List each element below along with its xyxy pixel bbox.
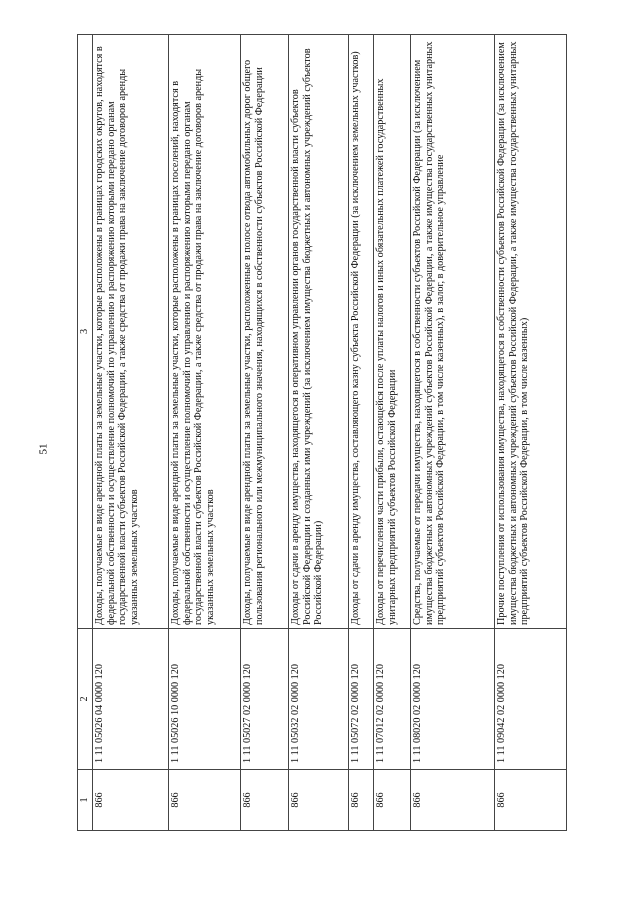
table-row bbox=[349, 35, 374, 831]
table-row bbox=[374, 35, 411, 831]
revenue-code: 1 11 05032 02 0000 120 bbox=[289, 629, 349, 770]
table-header-row bbox=[78, 35, 93, 831]
header-col-2: 2 bbox=[78, 629, 93, 770]
header-col-1: 1 bbox=[78, 770, 93, 831]
revenue-code: 1 11 07012 02 0000 120 bbox=[374, 629, 411, 770]
table-row bbox=[495, 35, 567, 831]
revenue-code: 1 11 05026 04 0000 120 bbox=[93, 629, 169, 770]
table-row bbox=[93, 35, 169, 831]
revenue-code: 1 11 05027 02 0000 120 bbox=[241, 629, 289, 770]
page-number: 51 bbox=[37, 443, 50, 455]
revenue-description: Доходы от сдачи в аренду имущества, составляющего казну субъекта Российской Федерации (за исключением земельных участков) bbox=[349, 35, 374, 629]
table-row bbox=[411, 35, 495, 831]
admin-code: 866 bbox=[349, 770, 374, 831]
revenue-description: Доходы, получаемые в виде арендной платы за земельные участки, расположенные в полосе отвода автомобильных дорог общего пользования регионального или межмуниципального значения, находящихся в собственности субъектов Российской Федерации bbox=[241, 35, 289, 629]
table-row bbox=[169, 35, 241, 831]
revenue-code: 1 11 08020 02 0000 120 bbox=[411, 629, 495, 770]
revenue-description: Прочие поступления от использования имущества, находящегося в собственности субъектов Российской Федерации (за исключением имущества бюджетных и автономных учреждений субъектов Российской Федерации, а также имущества государственных унитарных предприятий субъектов Российской Федерации, в том числе казенных) bbox=[495, 35, 567, 629]
revenue-description: Доходы, получаемые в виде арендной платы за земельные участки, которые расположены в границах поселений, находятся в федеральной собственности и осуществление полномочий по управлению и распоряжению которыми передано органам государственной власти субъектов Российской Федерации, а также средства от продажи права на заключение договоров аренды указанных земельных участков bbox=[169, 35, 241, 629]
admin-code: 866 bbox=[93, 770, 169, 831]
revenue-description: Средства, получаемые от передачи имущества, находящегося в собственности субъектов Российской Федерации (за исключением имущества бюджетных и автономных учреждений субъектов Российской Федерации, а также имущества государственных унитарных предприятий субъектов Российской Федерации, в том числе казенных), в залог, в доверительное управление bbox=[411, 35, 495, 629]
admin-code: 866 bbox=[374, 770, 411, 831]
header-col-3: 3 bbox=[78, 35, 93, 629]
revenue-code: 1 11 05026 10 0000 120 bbox=[169, 629, 241, 770]
revenue-code: 1 11 09042 02 0000 120 bbox=[495, 629, 567, 770]
admin-code: 866 bbox=[169, 770, 241, 831]
revenue-description: Доходы от перечисления части прибыли, остающейся после уплаты налогов и иных обязательных платежей государственных унитарных предприятий субъектов Российской Федерации bbox=[374, 35, 411, 629]
admin-code: 866 bbox=[241, 770, 289, 831]
revenue-codes-table bbox=[77, 34, 567, 831]
revenue-code: 1 11 05072 02 0000 120 bbox=[349, 629, 374, 770]
table-rotated-container bbox=[77, 35, 565, 831]
admin-code: 866 bbox=[495, 770, 567, 831]
table-row bbox=[289, 35, 349, 831]
admin-code: 866 bbox=[411, 770, 495, 831]
admin-code: 866 bbox=[289, 770, 349, 831]
table-row bbox=[241, 35, 289, 831]
revenue-description: Доходы, получаемые в виде арендной платы за земельные участки, которые расположены в границах городских округов, находятся в федеральной собственности и осуществление полномочий по управлению и распоряжению которыми передано органам государственной власти субъектов Российской Федерации, а также средства от продажи права на заключение договоров аренды указанных земельных участков bbox=[93, 35, 169, 629]
revenue-description: Доходы от сдачи в аренду имущества, находящегося в оперативном управлении органов государственной власти субъектов Российской Федерации и созданных ими учреждений (за исключением имущества бюджетных и автономных учреждений субъектов Российской Федерации) bbox=[289, 35, 349, 629]
